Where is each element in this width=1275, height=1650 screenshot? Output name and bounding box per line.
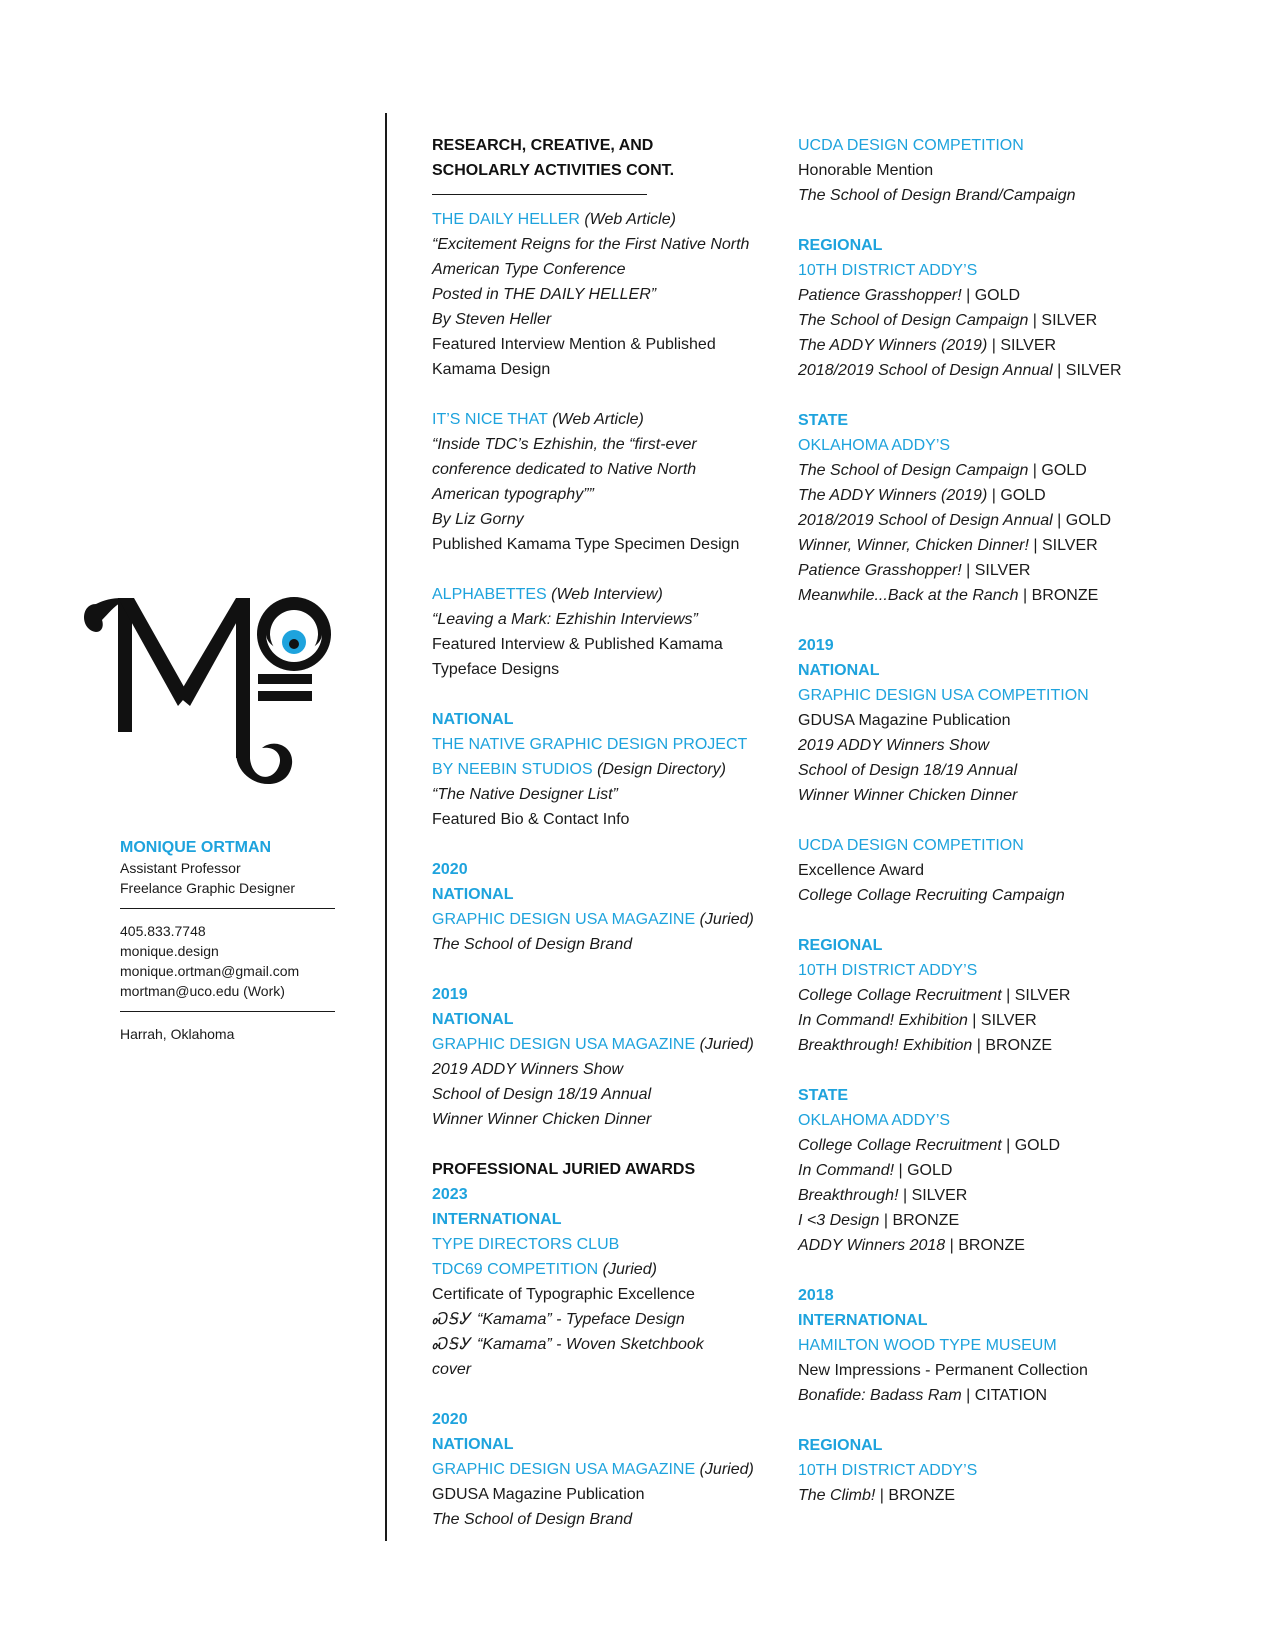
entry-level: NATIONAL bbox=[432, 1436, 514, 1453]
entry-type: (Design Directory) bbox=[592, 761, 726, 778]
section-heading: RESEARCH, CREATIVE, AND bbox=[432, 137, 654, 154]
award-line: College Collage Recruitment | GOLD bbox=[798, 1137, 1061, 1154]
competition-name: GRAPHIC DESIGN USA COMPETITION bbox=[798, 687, 1089, 704]
entry-line: The School of Design Brand bbox=[432, 936, 633, 953]
entry-line: Featured Interview & Published Kamama bbox=[432, 636, 723, 653]
entry-line: GDUSA Magazine Publication bbox=[798, 712, 1011, 729]
entry-line: “Inside TDC’s Ezhishin, the “first-ever bbox=[432, 436, 697, 453]
entry-type: (Web Article) bbox=[579, 211, 676, 228]
entry-line: Excellence Award bbox=[798, 862, 924, 879]
award-line: The Climb! | BRONZE bbox=[798, 1487, 956, 1504]
entry-level: NATIONAL bbox=[432, 711, 514, 728]
award-line: Breakthrough! Exhibition | BRONZE bbox=[798, 1037, 1053, 1054]
publication-name: GRAPHIC DESIGN USA MAGAZINE bbox=[432, 1036, 696, 1053]
entry-level: REGIONAL bbox=[798, 1437, 883, 1454]
entry-line: School of Design 18/19 Annual bbox=[798, 762, 1018, 779]
organization-name: HAMILTON WOOD TYPE MUSEUM bbox=[798, 1337, 1057, 1354]
entry-type: (Juried) bbox=[695, 1461, 754, 1478]
entry-line: 2019 ADDY Winners Show bbox=[798, 737, 990, 754]
entry-year: 2023 bbox=[432, 1186, 468, 1203]
publication-name: THE DAILY HELLER bbox=[432, 211, 580, 228]
entry-line: GDUSA Magazine Publication bbox=[432, 1486, 645, 1503]
person-name: MONIQUE ORTMAN bbox=[120, 839, 272, 856]
entry-level: STATE bbox=[798, 1087, 849, 1104]
entry-line: 2019 ADDY Winners Show bbox=[432, 1061, 624, 1078]
entry-author: By Liz Gorny bbox=[432, 511, 524, 528]
competition-name: 10TH DISTRICT ADDY’S bbox=[798, 1462, 978, 1479]
entry-year: 2020 bbox=[432, 1411, 468, 1428]
award-line: Winner, Winner, Chicken Dinner! | SILVER bbox=[798, 537, 1098, 554]
entry-line: The School of Design Brand bbox=[432, 1511, 633, 1528]
monogram-logo bbox=[78, 592, 338, 796]
entry-line: Winner Winner Chicken Dinner bbox=[798, 787, 1018, 804]
award-line: The School of Design Campaign | GOLD bbox=[798, 462, 1087, 479]
sidebar-divider bbox=[120, 1011, 335, 1012]
award-line: Bonafide: Badass Ram | CITATION bbox=[798, 1387, 1047, 1404]
entry-year: 2019 bbox=[432, 986, 468, 1003]
award-line: In Command! | GOLD bbox=[798, 1162, 953, 1179]
competition-name: UCDA DESIGN COMPETITION bbox=[798, 137, 1024, 154]
entry-type: (Juried) bbox=[598, 1261, 657, 1278]
award-line: Breakthrough! | SILVER bbox=[798, 1187, 968, 1204]
entry-level: REGIONAL bbox=[798, 237, 883, 254]
award-line: Patience Grasshopper! | SILVER bbox=[798, 562, 1031, 579]
entry-level: NATIONAL bbox=[798, 662, 880, 679]
award-line: The School of Design Campaign | SILVER bbox=[798, 312, 1098, 329]
entry-type: (Juried) bbox=[695, 1036, 754, 1053]
entry-level: STATE bbox=[798, 412, 849, 429]
organization-name: TYPE DIRECTORS CLUB bbox=[432, 1236, 620, 1253]
publication-name: IT’S NICE THAT bbox=[432, 411, 548, 428]
entry-line: Certificate of Typographic Excellence bbox=[432, 1286, 695, 1303]
entry-line: American Type Conference bbox=[432, 261, 626, 278]
award-line: Meanwhile...Back at the Ranch | BRONZE bbox=[798, 587, 1099, 604]
entry-line: “The Native Designer List” bbox=[432, 786, 618, 803]
syllabary-glyph: ᏍᎦᎩ bbox=[432, 1311, 472, 1328]
syllabary-glyph: ᏍᎦᎩ bbox=[432, 1336, 472, 1353]
entry-title bbox=[432, 207, 772, 232]
publication-name: GRAPHIC DESIGN USA MAGAZINE bbox=[432, 911, 696, 928]
competition-name: TDC69 COMPETITION bbox=[432, 1261, 599, 1278]
entry-type: (Web Article) bbox=[547, 411, 644, 428]
location: Harrah, Oklahoma bbox=[120, 1026, 235, 1042]
contact-sidebar bbox=[120, 838, 335, 1044]
publication-name: GRAPHIC DESIGN USA MAGAZINE bbox=[432, 1461, 696, 1478]
entry-line: Kamama Design bbox=[432, 361, 551, 378]
entry-line: “Leaving a Mark: Ezhishin Interviews” bbox=[432, 611, 698, 628]
job-title: Assistant Professor bbox=[120, 860, 241, 876]
entry-line: Posted in THE DAILY HELLER” bbox=[432, 286, 657, 303]
publication-name: ALPHABETTES bbox=[432, 586, 547, 603]
entry-line: New Impressions - Permanent Collection bbox=[798, 1362, 1088, 1379]
competition-name: 10TH DISTRICT ADDY’S bbox=[798, 962, 978, 979]
entry-line: conference dedicated to Native North bbox=[432, 461, 697, 478]
entry-line: Honorable Mention bbox=[798, 162, 934, 179]
award-line: I <3 Design | BRONZE bbox=[798, 1212, 960, 1229]
competition-name: OKLAHOMA ADDY’S bbox=[798, 1112, 951, 1129]
entry-year: 2020 bbox=[432, 861, 468, 878]
competition-name: OKLAHOMA ADDY’S bbox=[798, 437, 951, 454]
entry-line: Featured Bio & Contact Info bbox=[432, 811, 630, 828]
heading-rule bbox=[432, 194, 647, 195]
award-line: The ADDY Winners (2019) | SILVER bbox=[798, 337, 1057, 354]
phone-number: 405.833.7748 bbox=[120, 923, 206, 939]
section-heading: PROFESSIONAL JURIED AWARDS bbox=[432, 1161, 696, 1178]
entry-level: NATIONAL bbox=[432, 886, 514, 903]
website-link[interactable]: monique.design bbox=[120, 943, 219, 959]
competition-name: UCDA DESIGN COMPETITION bbox=[798, 837, 1024, 854]
entry-title bbox=[432, 582, 772, 607]
entry-line: cover bbox=[432, 1361, 472, 1378]
award-line: The ADDY Winners (2019) | GOLD bbox=[798, 487, 1046, 504]
entry-line: The School of Design Brand/Campaign bbox=[798, 187, 1076, 204]
column-left bbox=[432, 133, 772, 1532]
entry-type: (Web Interview) bbox=[546, 586, 663, 603]
entry-author: By Steven Heller bbox=[432, 311, 552, 328]
award-line: College Collage Recruitment | SILVER bbox=[798, 987, 1071, 1004]
job-title-secondary: Freelance Graphic Designer bbox=[120, 880, 296, 896]
entry-type: (Juried) bbox=[695, 911, 754, 928]
entry-line: Winner Winner Chicken Dinner bbox=[432, 1111, 652, 1128]
sidebar-divider bbox=[120, 908, 335, 909]
award-line: Patience Grasshopper! | GOLD bbox=[798, 287, 1021, 304]
entry-level: INTERNATIONAL bbox=[798, 1312, 928, 1329]
entry-line: “Kamama” - Woven Sketchbook bbox=[477, 1336, 704, 1353]
entry-level: REGIONAL bbox=[798, 937, 883, 954]
column-right bbox=[798, 133, 1148, 1508]
entry-year: 2018 bbox=[798, 1287, 834, 1304]
email-work[interactable]: mortman@uco.edu (Work) bbox=[120, 983, 285, 999]
entry-line: School of Design 18/19 Annual bbox=[432, 1086, 652, 1103]
entry-line: “Kamama” - Typeface Design bbox=[477, 1311, 685, 1328]
entry-line: Typeface Designs bbox=[432, 661, 560, 678]
entry-year: 2019 bbox=[798, 637, 834, 654]
publication-name: THE NATIVE GRAPHIC DESIGN PROJECT bbox=[432, 736, 748, 753]
entry-line: Featured Interview Mention & Published bbox=[432, 336, 716, 353]
entry-line: “Excitement Reigns for the First Native North bbox=[432, 236, 750, 253]
entry-line: Published Kamama Type Specimen Design bbox=[432, 536, 740, 553]
email-personal[interactable]: monique.ortman@gmail.com bbox=[120, 963, 300, 979]
entry-level: NATIONAL bbox=[432, 1011, 514, 1028]
award-line: In Command! Exhibition | SILVER bbox=[798, 1012, 1037, 1029]
entry-title bbox=[432, 407, 772, 432]
award-line: 2018/2019 School of Design Annual | SILVER bbox=[798, 362, 1122, 379]
publication-name: BY NEEBIN STUDIOS bbox=[432, 761, 593, 778]
entry-line: American typography”” bbox=[432, 486, 594, 503]
section-heading: SCHOLARLY ACTIVITIES CONT. bbox=[432, 162, 675, 179]
entry-level: INTERNATIONAL bbox=[432, 1211, 562, 1228]
award-line: 2018/2019 School of Design Annual | GOLD bbox=[798, 512, 1112, 529]
entry-line: College Collage Recruiting Campaign bbox=[798, 887, 1065, 904]
competition-name: 10TH DISTRICT ADDY’S bbox=[798, 262, 978, 279]
vertical-divider bbox=[385, 113, 387, 1541]
award-line: ADDY Winners 2018 | BRONZE bbox=[798, 1237, 1025, 1254]
